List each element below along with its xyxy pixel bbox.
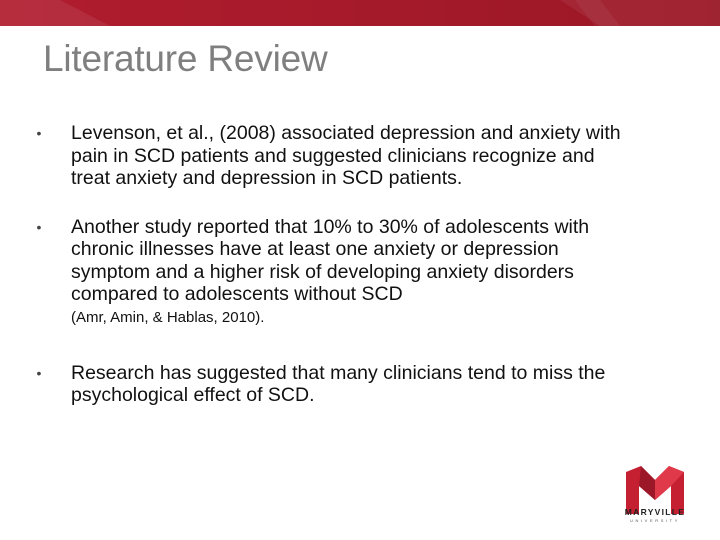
citation-text: (Amr, Amin, & Hablas, 2010). bbox=[71, 308, 265, 326]
bullet-text: Another study reported that 10% to 30% of adolescents with chronic illnesses have at least one anxiety or depression symptom and a higher risk of developing anxiety disorders compared to adolescents without SCD bbox=[71, 215, 590, 305]
bullet-item bbox=[29, 362, 629, 407]
bullet-text: Research has suggested that many clinicians tend to miss the psychological effect of SCD. bbox=[71, 361, 606, 406]
header-banner bbox=[0, 0, 720, 26]
bullet-glyph: • bbox=[36, 218, 42, 235]
bullet-list bbox=[29, 122, 629, 407]
bullet-item bbox=[29, 216, 629, 328]
bullet-glyph: • bbox=[36, 364, 42, 381]
banner-decoration bbox=[0, 0, 720, 26]
bullet-text: Levenson, et al., (2008) associated depression and anxiety with pain in SCD patients and suggested clinicians recognize and treat anxiety and depression in SCD patients. bbox=[71, 122, 621, 189]
slide-title: Literature Review bbox=[43, 38, 328, 79]
logo-wordmark: MARYVILLE bbox=[624, 507, 686, 517]
logo-subtitle: UNIVERSITY bbox=[629, 518, 680, 523]
bullet-glyph: • bbox=[36, 125, 42, 141]
bullet-item bbox=[29, 122, 629, 190]
